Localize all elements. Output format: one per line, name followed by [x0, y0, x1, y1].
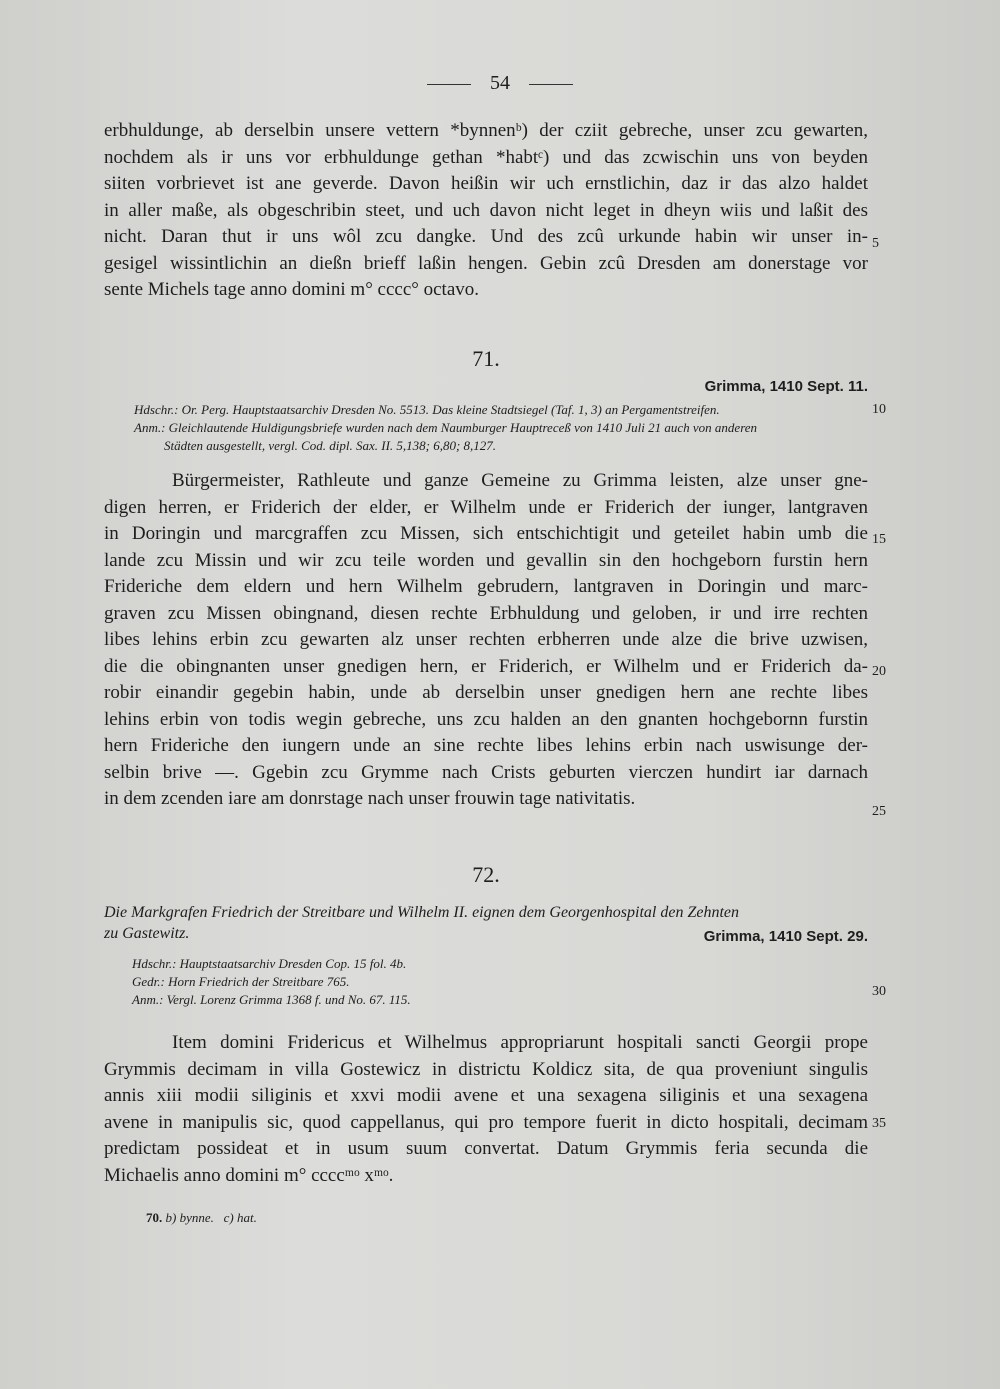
footnote: [146, 1210, 257, 1226]
line-number: 35: [872, 1116, 886, 1131]
doc71-paragraph: [104, 468, 868, 813]
doc71-number: 71.: [472, 346, 500, 371]
text-line: digen herren, er Friderich der elder, er Wilhelm unde er Friderich der iunger, lantgraven: [104, 496, 868, 518]
line-number: 20: [872, 664, 886, 679]
doc72-paragraph: [104, 1030, 868, 1189]
text-line: sente Michels tage anno domini m° cccc° octavo.: [104, 279, 480, 300]
text-line: lande zcu Missin und wir zcu teile worden und gevallin sin den hochgeborn furstin hern: [104, 549, 868, 571]
text-line: in Doringin und marcgraffen zcu Missen, sich entschichtigit und geteilet habin umb die: [104, 523, 868, 544]
doc72-regest-line: zu Gastewitz.: [104, 925, 190, 942]
text-line: lehins erbin von todis wegin gebreche, uns zcu halden an den gnanten hochgebornn furstin: [104, 708, 868, 730]
text-line: selbin brive —. Ggebin zcu Grymme nach Crists geburten vierczen hundirt iar darnach: [104, 761, 868, 783]
text-line: predictam possideat et in usum suum convertat. Datum Grymmis feria secunda die: [104, 1138, 868, 1159]
text-line: libes lehins erbin zcu gewarten alz unser rechten erbherren unde alze die brive uzwisen,: [104, 629, 868, 650]
doc72: [104, 862, 868, 1009]
text-line: Michaelis anno domini m° ccccᵐᵒ xᵐᵒ.: [104, 1164, 394, 1186]
doc72-text: [104, 1030, 868, 1189]
text-line: nochdem als ir uns vor erbhuldunge gethan *habtᶜ) und das zcwischin uns von beyden: [104, 146, 868, 168]
doc72-note: Gedr.: Horn Friedrich der Streitbare 765.: [132, 974, 350, 989]
doc71-notes: [134, 401, 868, 455]
doc72-notes: [132, 955, 868, 1009]
doc71-note: Anm.: Gleichlautende Huldigungsbriefe wurden nach dem Naumburger Hauptreceß von 1410 Juli 21 auch von anderen: [134, 420, 758, 435]
doc70-paragraph: [104, 118, 868, 304]
line-number: 25: [872, 804, 886, 819]
text-line: avene in manipulis sic, quod cappellanus, qui pro tempore fuerit in dicto hospitali, decimam: [104, 1111, 868, 1133]
text-line: erbhuldunge, ab derselbin unsere vettern *bynnenᵇ) der cziit gebreche, unser zcu gewarten,: [104, 120, 868, 141]
line-number: 5: [872, 236, 879, 251]
page-number: 54: [490, 72, 510, 94]
doc70-text: [104, 118, 868, 304]
doc71-note: Städten ausgestellt, vergl. Cod. dipl. Sax. II. 5,138; 6,80; 8,127.: [164, 438, 497, 453]
text-line: in aller maße, als obgeschribin steet, und uch davon nicht leget in dheyn wiis und laßit des: [104, 199, 868, 221]
text-line: Item domini Fridericus et Wilhelmus appropriarunt hospitali sancti Georgii prope: [172, 1032, 868, 1053]
text-line: hern Frideriche den iungern unde an sine rechte libes lehins erbin nach uswisunge der-: [104, 735, 868, 756]
doc71: [104, 346, 868, 455]
doc72-note: Anm.: Vergl. Lorenz Grimma 1368 f. und No. 67. 115.: [132, 992, 411, 1007]
line-number: 10: [872, 402, 886, 417]
text-line: robir einandir gegebin habin, unde ab derselbin unser gnedigen hern ane rechte libes: [104, 682, 868, 703]
page-header: [0, 72, 1000, 95]
doc71-text: [104, 468, 868, 813]
text-line: Grymmis decimam in villa Gostewicz in districtu Koldicz sita, de qua proveniunt singulis: [104, 1058, 868, 1080]
doc71-note: Hdschr.: Or. Perg. Hauptstaatsarchiv Dresden No. 5513. Das kleine Stadtsiegel (Taf. 1, 3) an Pergamentstreifen.: [134, 402, 720, 417]
doc72-place-date: Grimma, 1410 Sept. 29.: [703, 928, 868, 945]
text-line: graven zcu Missen obingnand, diesen rechte Erbhuldung und geloben, ir und irre rechten: [104, 602, 868, 624]
text-line: gesigel wissintlichin an dießn brieff laßin hengen. Gebin zcû Dresden am donerstage vor: [104, 252, 868, 274]
text-line: Bürgermeister, Rathleute und ganze Gemeine zu Grimma leisten, alze unser gne-: [172, 470, 868, 491]
doc72-number: 72.: [472, 862, 500, 887]
text-line: annis xiii modii siliginis et xxvi modii avene et una sexagena siliginis et una sexagena: [104, 1085, 868, 1106]
header-rule-left: [427, 84, 471, 85]
doc72-note: Hdschr.: Hauptstaatsarchiv Dresden Cop. 15 fol. 4b.: [132, 956, 407, 971]
doc71-place-date: Grimma, 1410 Sept. 11.: [704, 378, 868, 395]
text-line: Frideriche dem eldern und hern Wilhelm gebrudern, lantgraven in Doringin und marc-: [104, 576, 868, 597]
footnote-ref: 70.: [146, 1210, 163, 1225]
footnote-text: b) bynne. c) hat.: [165, 1210, 257, 1225]
text-line: siiten vorbrievet ist ane geverde. Davon heißin wir uch ernstlichin, daz ir das alzo haldet: [104, 173, 868, 194]
text-line: in dem zcenden iare am donrstage nach unser frouwin tage nativitatis.: [104, 788, 636, 809]
text-line: nicht. Daran thut ir uns wôl zcu dangke. Und des zcû urkunde habin wir unser in-: [104, 226, 868, 247]
line-number: 15: [872, 532, 886, 547]
text-line: die die obingnanten unser gnedigen hern, er Friderich, er Wilhelm und er Friderich da-: [104, 655, 868, 677]
doc72-regest-line: Die Markgrafen Friedrich der Streitbare und Wilhelm II. eignen dem Georgenhospital den Zehnten: [104, 904, 739, 921]
line-number: 30: [872, 984, 886, 999]
header-rule-right: [529, 84, 573, 85]
